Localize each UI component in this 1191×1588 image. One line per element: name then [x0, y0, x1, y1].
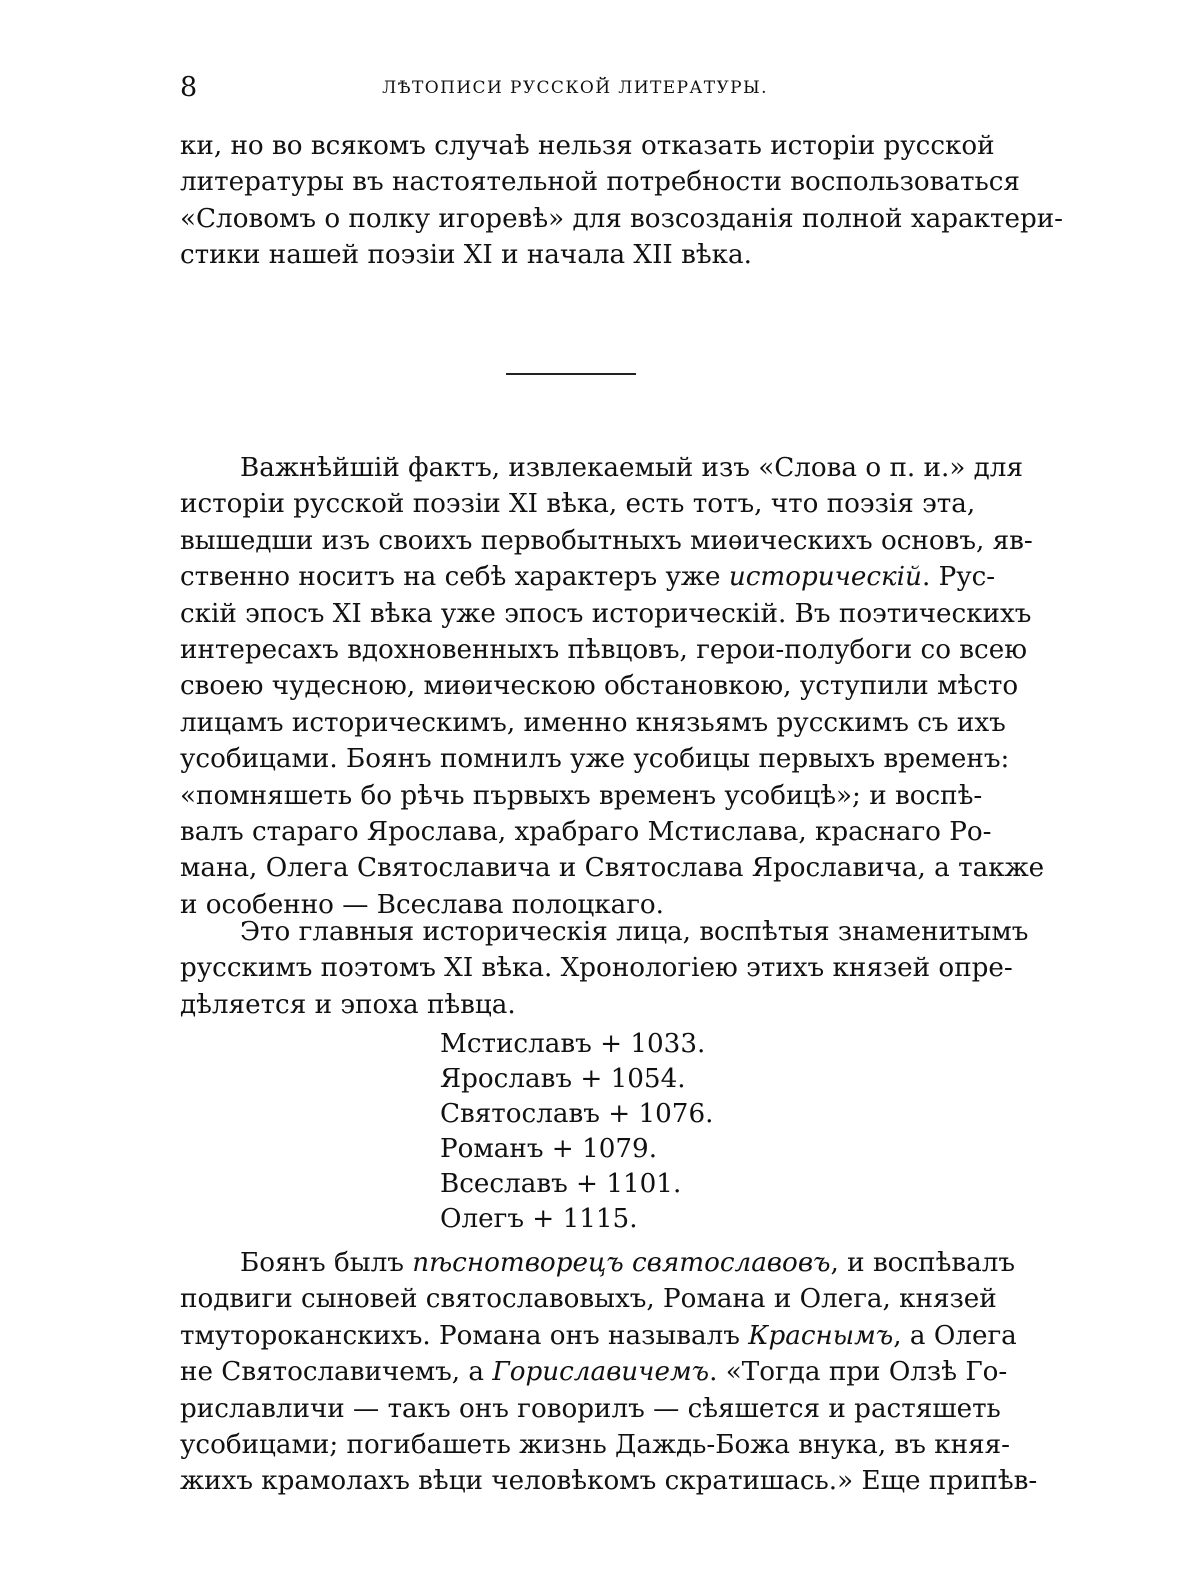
- text-line: [180, 559, 996, 595]
- text-line: скій эпосъ XI вѣка уже эпосъ историческій. Въ поэтическихъ: [180, 598, 1032, 629]
- emphasis-text: Гориславичемъ: [492, 1357, 710, 1388]
- text-line: «Словомъ о полку игоревѣ» для возсозданія полной характери-: [180, 203, 1064, 234]
- text-run: ственно носитъ на себѣ характеръ уже: [180, 562, 729, 593]
- paragraph-chronology: [180, 914, 1029, 1023]
- text-line: подвиги сыновей святославовыхъ, Романа и Олега, князей: [180, 1284, 997, 1315]
- text-run: не Святославичемъ, а: [180, 1357, 493, 1388]
- reign-entry: Всеславъ + 1101.: [440, 1169, 682, 1199]
- text-line: усобицами; погибашеть жизнь Даждь-Божа внука, въ княя-: [180, 1429, 1010, 1460]
- text-line: Это главныя историческія лица, воспѣтыя знаменитымъ: [240, 917, 1029, 947]
- paragraph-main: [180, 450, 1045, 923]
- page-header: [180, 72, 970, 112]
- text-line: [180, 1318, 1017, 1354]
- reign-entry: Романъ + 1079.: [440, 1134, 658, 1164]
- text-line: мана, Олега Святославича и Святослава Ярославича, а также: [180, 853, 1045, 884]
- reign-list: [440, 1027, 713, 1237]
- text-line: Важнѣйшій фактъ, извлекаемый изъ «Слова о п. и.» для: [240, 453, 1023, 483]
- reign-entry: Святославъ + 1076.: [440, 1099, 714, 1129]
- text-line: вышедши изъ своихъ первобытныхъ миѳическихъ основъ, яв-: [180, 525, 1033, 556]
- paragraph-boyan: [180, 1245, 1038, 1500]
- text-line: ки, но во всякомъ случаѣ нельзя отказать исторіи русской: [180, 131, 995, 161]
- text-run: , и воспѣвалъ: [830, 1248, 1016, 1278]
- text-line: интересахъ вдохновенныхъ пѣвцовъ, герои-полубоги со всею: [180, 634, 1028, 665]
- page-number: 8: [180, 72, 198, 103]
- reign-entry: Мстиславъ + 1033.: [440, 1029, 706, 1059]
- text-line: лицамъ историческимъ, именно князьямъ русскимъ съ ихъ: [180, 707, 1006, 738]
- text-run: Боянъ былъ: [240, 1248, 413, 1278]
- text-line: и особенно — Всеслава полоцкаго.: [180, 889, 665, 920]
- text-line: своею чудесною, миѳическою обстановкою, уступили мѣсто: [180, 671, 1019, 702]
- text-line: жихъ крамолахъ вѣци человѣкомъ скратишась.» Еще припѣв-: [180, 1466, 1038, 1497]
- reign-entry: Олегъ + 1115.: [440, 1204, 638, 1234]
- text-line: «помняшеть бо рѣчь първыхъ временъ усобицѣ»; и воспѣ-: [180, 780, 983, 811]
- text-line: [180, 1245, 1016, 1281]
- continuation-paragraph: [180, 128, 1064, 274]
- text-line: литературы въ настоятельной потребности воспользоваться: [180, 167, 1020, 198]
- text-run: , а Олега: [893, 1320, 1017, 1351]
- emphasis-text: Краснымъ: [748, 1320, 894, 1351]
- text-line: усобицами. Боянъ помнилъ уже усобицы первыхъ временъ:: [180, 744, 1010, 775]
- text-run: тмутороканскихъ. Романа онъ называлъ: [180, 1320, 749, 1351]
- text-line: валъ стараго Ярослава, храбраго Мстислава, краснаго Ро-: [180, 816, 992, 847]
- text-line: дѣляется и эпоха пѣвца.: [180, 989, 516, 1020]
- emphasis-text: историческій: [728, 562, 922, 593]
- text-line: риславличи — такъ онъ говорилъ — сѣяшется и растяшеть: [180, 1393, 1001, 1424]
- emphasis-text: пѣснотворецъ святославовъ: [412, 1248, 831, 1278]
- text-line: русскимъ поэтомъ XI вѣка. Хронологіею этихъ князей опре-: [180, 953, 1013, 984]
- text-run: . «Тогда при Олзѣ Го-: [709, 1357, 1008, 1388]
- text-run: . Рус-: [921, 562, 996, 593]
- running-title: ЛѢТОПИСИ РУССКОЙ ЛИТЕРАТУРЫ.: [382, 78, 768, 98]
- text-line: стики нашей поэзіи XI и начала XII вѣка.: [180, 240, 752, 271]
- reign-entry: Ярославъ + 1054.: [440, 1064, 686, 1094]
- text-line: исторіи русской поэзіи XI вѣка, есть тотъ, что поэзія эта,: [180, 489, 976, 520]
- section-divider: [506, 373, 636, 375]
- text-line: [180, 1354, 1008, 1390]
